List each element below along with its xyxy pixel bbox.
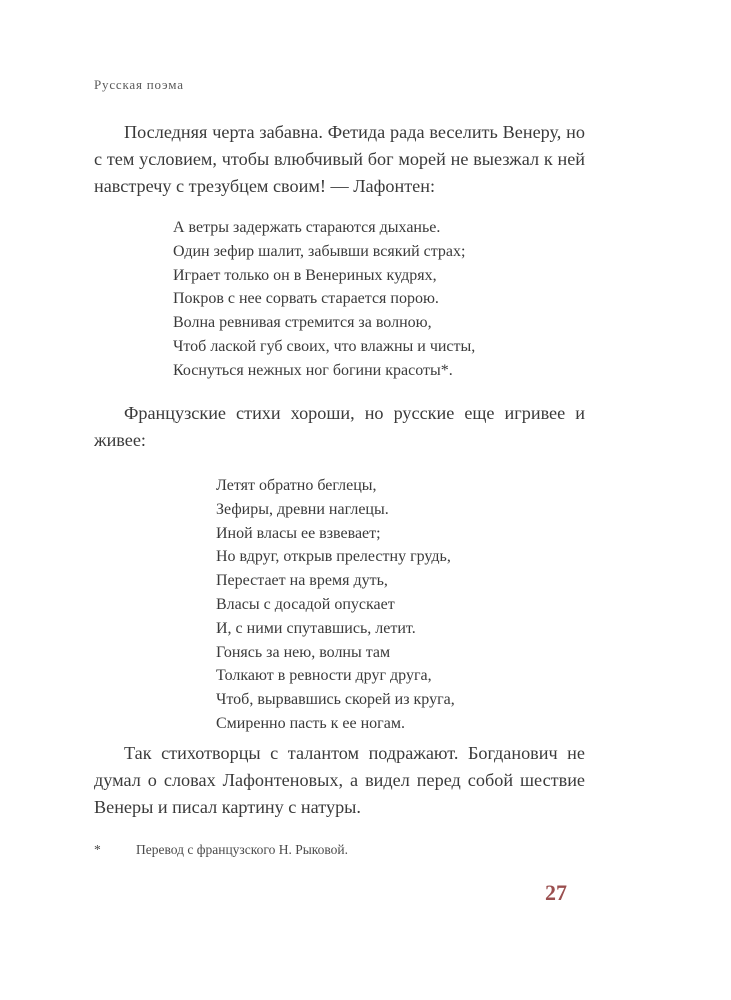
verse-line: Играет только он в Венериных кудрях,	[173, 266, 437, 284]
verse-line: Волна ревнивая стремится за волною,	[173, 314, 432, 332]
page-number: 27	[545, 880, 567, 905]
paragraph-intro-text: Последняя черта забавна. Фетида рада веселить Венеру, но с тем условием, чтобы влюбчивый бог морей не выезжал к ней навстречу с трезубцем своим! — Лафонтен:	[94, 122, 585, 196]
verse-line: Зефиры, древни наглецы.	[216, 500, 389, 518]
footnote-mark: *	[94, 842, 101, 857]
verse-line: Чтоб лаской губ своих, что влажны и чисты,	[173, 337, 476, 355]
paragraph-comparison-text: Французские стихи хороши, но русские еще игривее и живее:	[94, 403, 585, 450]
paragraph-comparison	[94, 400, 585, 454]
verse-line: Но вдруг, открыв прелестну грудь,	[216, 548, 451, 566]
paragraph-conclusion	[94, 740, 585, 821]
verse-bogdanovich	[216, 474, 455, 736]
verse-line: Коснуться нежных ног богини красоты*.	[173, 361, 453, 379]
verse-line: А ветры задержать стараются дыханье.	[173, 219, 441, 236]
verse-line: Гонясь за нею, волны там	[216, 643, 391, 661]
footnote-text: Перевод с французского Н. Рыковой.	[136, 842, 349, 857]
verse-line: Власы с досадой опускает	[216, 595, 395, 613]
paragraph-intro	[94, 119, 585, 200]
verse-line: Смиренно пасть к ее ногам.	[216, 714, 405, 732]
verse-line: Толкают в ревности друг друга,	[216, 667, 432, 685]
verse-line: Покров с нее сорвать старается порою.	[173, 290, 439, 308]
verse-line: Иной власы ее взвевает;	[216, 524, 381, 542]
verse-line: Чтоб, вырвавшись скорей из круга,	[216, 691, 455, 709]
verse-line: Летят обратно беглецы,	[216, 477, 377, 494]
footnote	[94, 842, 348, 858]
verse-line: И, с ними спутавшись, летит.	[216, 619, 416, 637]
verse-lafontaine	[173, 216, 475, 383]
verse-line: Перестает на время дуть,	[216, 572, 388, 590]
verse-line: Один зефир шалит, забывши всякий страх;	[173, 242, 466, 260]
paragraph-conclusion-text: Так стихотворцы с талантом подражают. Богданович не думал о словах Лафонтеновых, а видел перед собой шествие Венеры и писал картину с натуры.	[94, 743, 585, 817]
running-head: Русская поэма	[94, 77, 184, 92]
